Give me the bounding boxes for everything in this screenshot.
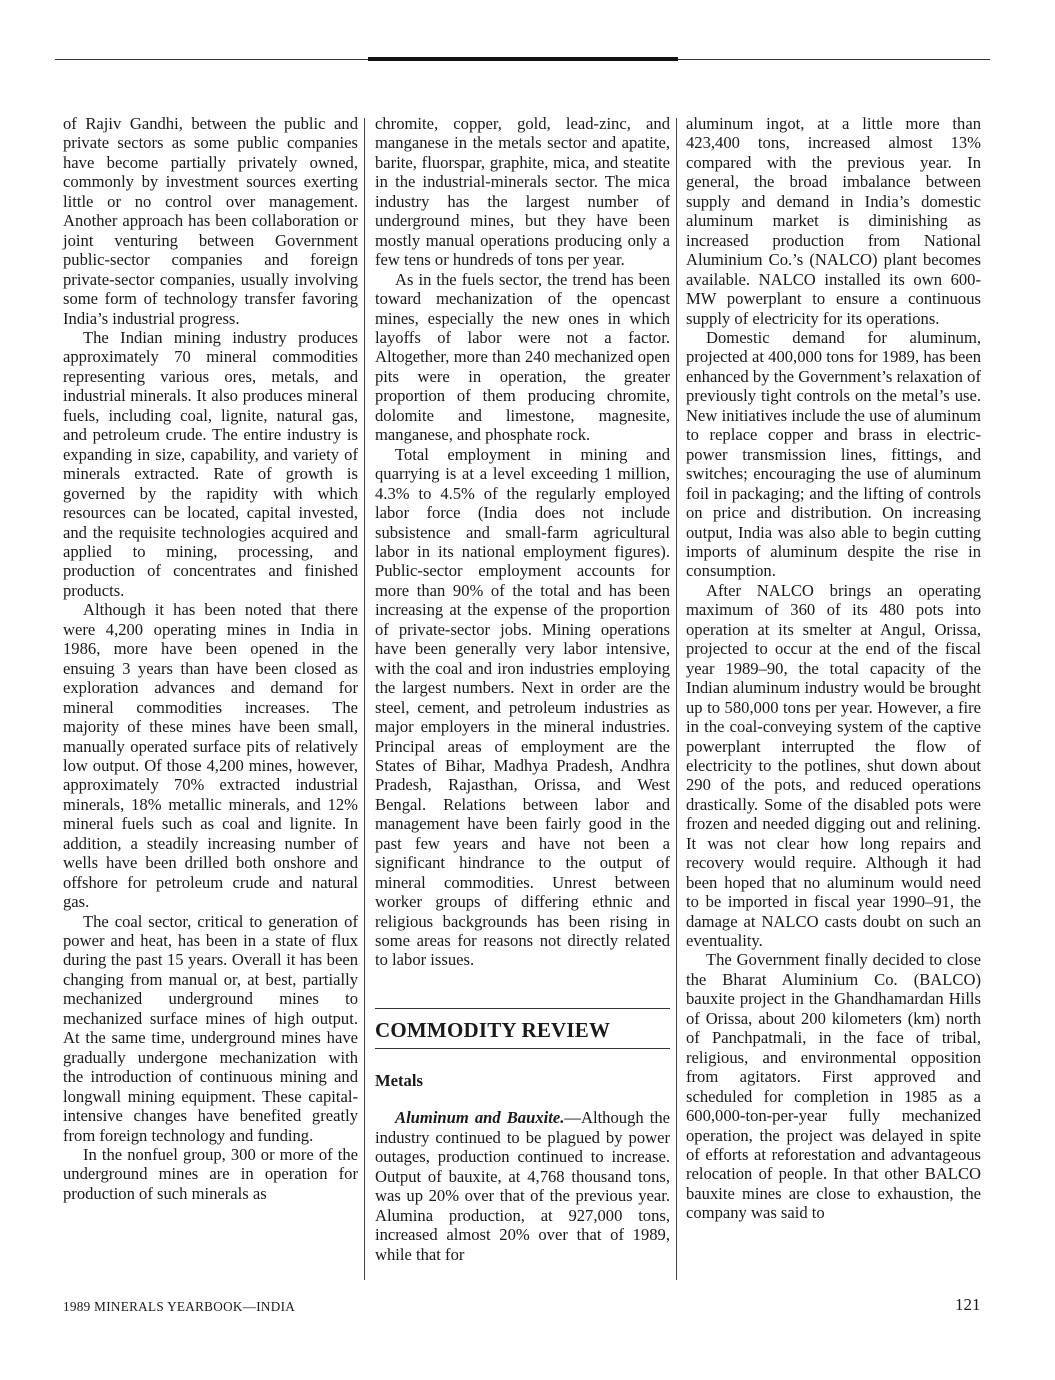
column-middle: [375, 114, 670, 1264]
paragraph: Total employment in mining and quarrying is at a level exceeding 1 million, 4.3% to 4.5% of the regularly employed labor force (India does not include subsistence and small-farm agricultural labor in its national employment figures). Public-sector employment accounts for more than 90% of the total and has been increasing at the expense of the proportion of private-sector jobs. Mining operations have been generally very labor intensive, with the coal and iron industries employing the largest numbers. Next in order are the steel, cement, and petroleum industries as major employers in the mineral industries. Principal areas of employment are the States of Bihar, Madhya Pradesh, Andhra Pradesh, Rajasthan, Orissa, and West Bengal. Relations between labor and management have been fairly good in the past few years and have not been a significant hindrance to the output of mineral commodities. Unrest between worker groups of differing ethnic and religious backgrounds has been rising in some areas for reasons not directly related to labor issues.: [375, 444, 670, 970]
paragraph: As in the fuels sector, the trend has been toward mechanization of the opencast mines, especially the new ones in which layoffs of labor were not a factor. Altogether, more than 240 mechanized open pits were in operation, the greater proportion of them producing chromite, dolomite and limestone, magnesite, manganese, and phosphate rock.: [375, 269, 670, 445]
column-divider: [676, 118, 677, 1280]
section-heading: COMMODITY REVIEW: [375, 1008, 670, 1049]
page-number: 121: [955, 1295, 981, 1314]
column-right: [686, 114, 981, 1223]
paragraph: Although it has been noted that there were 4,200 operating mines in India in 1986, more have been opened in the ensuing 3 years than have been closed as exploration advances and demand for mineral commodities increases. The majority of these mines have been small, manually operated surface pits of relatively low output. Of those 4,200 mines, however, approximately 70% extracted industrial minerals, 18% metallic minerals, and 12% mineral fuels such as coal and lignite. In addition, a steadily increasing number of wells have been drilled both onshore and offshore for petroleum crude and natural gas.: [63, 600, 358, 912]
paragraph: The Indian mining industry produces approximately 70 mineral commodities representing various ores, metals, and industrial minerals. It also produces mineral fuels, including coal, lignite, natural gas, and petroleum crude. The entire industry is expanding in size, capability, and variety of minerals extracted. Rate of growth is governed by the rapidity with which resources can be located, capital invested, and the requisite technologies acquired and applied to mining, processing, and production of concentrates and finished products.: [63, 327, 358, 600]
paragraph-text: —Although the industry continued to be plagued by power outages, production continued to increase. Output of bauxite, at 4,768 thousand tons, was up 20% over that of the previous year. Alumina production, at 927,000 tons, increased almost 20% over that of 1989, while that for: [375, 1108, 670, 1264]
paragraph: aluminum ingot, at a little more than 423,400 tons, increased almost 13% compared with the previous year. In general, the broad imbalance between supply and demand in India’s domestic aluminum market is diminishing as increased production from National Aluminium Co.’s (NALCO) plant becomes available. NALCO installed its own 600-MW powerplant to ensure a continuous supply of electricity for its operations.: [686, 114, 981, 328]
header-rule-accent: [368, 57, 678, 61]
paragraph: [375, 1108, 670, 1264]
running-footer: 1989 MINERALS YEARBOOK—INDIA: [63, 1299, 296, 1314]
subheading: Metals: [375, 1070, 423, 1090]
column-left: [63, 114, 358, 1203]
paragraph: The coal sector, critical to generation of power and heat, has been in a state of flux during the past 15 years. Overall it has been changing from manual or, at best, partially mechanized underground mines to mechanized surface mines of high output. At the same time, underground mines have gradually undergone mechanization with the introduction of continuous mining and longwall mining equipment. These capital-intensive changes have benefited greatly from foreign technology and funding.: [63, 911, 358, 1145]
column-divider: [364, 118, 365, 1280]
paragraph: After NALCO brings an operating maximum of 360 of its 480 pots into operation at its smelter at Angul, Orissa, projected to occur at the end of the fiscal year 1989–90, the total capacity of the Indian aluminum industry would be brought up to 580,000 tons per year. However, a fire in the coal-conveying system of the captive powerplant interrupted the flow of electricity to the potlines, shut down about 290 of the pots, and reduced operations drastically. Some of the disabled pots were frozen and needed digging out and relining. It was not clear how long repairs and recovery would require. Although it had been hoped that no aluminum would need to be imported in fiscal year 1990–91, the damage at NALCO casts doubt on such an eventuality.: [686, 580, 981, 951]
paragraph: chromite, copper, gold, lead-zinc, and manganese in the metals sector and apatite, barite, fluorspar, graphite, mica, and steatite in the industrial-minerals sector. The mica industry has the largest number of underground mines, but they have been mostly manual operations producing only a few tens or hundreds of tons per year.: [375, 114, 670, 270]
paragraph: The Government finally decided to close the Bharat Aluminium Co. (BALCO) bauxite project in the Ghandhamardan Hills of Orissa, about 200 kilometers (km) north of Panchpatmali, in the face of tribal, religious, and environmental opposition from agitators. First approved and scheduled for completion in 1985 as a 600,000-ton-per-year fully mechanized operation, the project was delayed in spite of efforts at reforestation and advantageous relocation of people. In that other BALCO bauxite mines are close to exhaustion, the company was said to: [686, 950, 981, 1223]
run-in-heading: Aluminum and Bauxite.: [395, 1108, 565, 1128]
paragraph: of Rajiv Gandhi, between the public and private sectors as some public companies have become partially privately owned, commonly by investment sources exerting little or no control over management. Another approach has been collaboration or joint venturing between Government public-sector companies and foreign private-sector companies, usually involving some form of technology transfer favoring India’s industrial progress.: [63, 114, 358, 328]
paragraph: Domestic demand for aluminum, projected at 400,000 tons for 1989, has been enhanced by the Government’s relaxation of previously tight controls on the metal’s use. New initiatives include the use of aluminum to replace copper and brass in electric-power transmission lines, fittings, and switches; encouraging the use of aluminum foil in packaging; and the lifting of controls on price and distribution. On increasing output, India was also able to begin cutting imports of aluminum despite the rise in consumption.: [686, 327, 981, 581]
paragraph: In the nonfuel group, 300 or more of the underground mines are in operation for production of such minerals as: [63, 1145, 358, 1203]
